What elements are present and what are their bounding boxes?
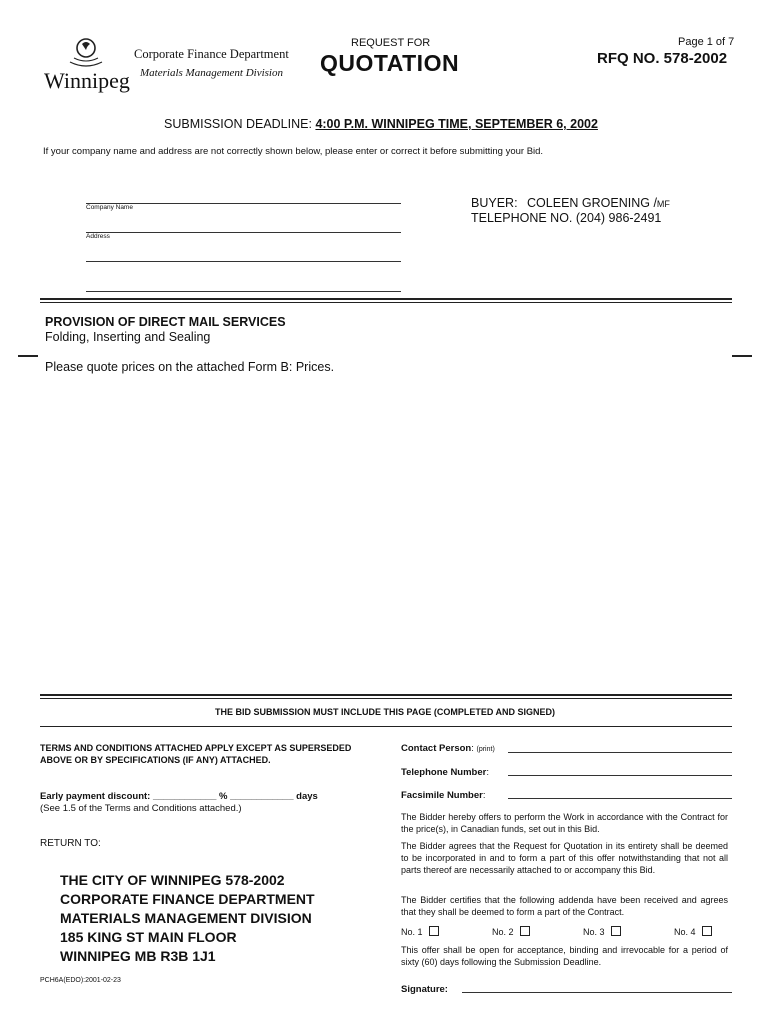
address-field-3[interactable]	[86, 291, 401, 292]
city-logo	[40, 34, 128, 96]
rfq-number: RFQ NO. 578-2002	[597, 50, 728, 67]
fax-field[interactable]	[508, 798, 732, 799]
divider-top-2	[40, 302, 732, 303]
intro-note: If your company name and address are not correctly shown below, please enter or correct it before submitting your Bid.	[43, 146, 544, 157]
deadline-label: SUBMISSION DEADLINE:	[164, 117, 312, 131]
divider-top-1	[40, 298, 732, 300]
address-field-1[interactable]	[86, 232, 401, 233]
contact-person-field[interactable]	[508, 752, 732, 753]
addendum-4-label: No. 4	[674, 927, 696, 937]
contact-print-hint: (print)	[476, 746, 495, 753]
addendum-3-label: No. 3	[583, 927, 605, 937]
address-line: THE CITY OF WINNIPEG 578-2002	[60, 872, 285, 888]
quotation-title: QUOTATION	[320, 50, 460, 76]
company-name-field[interactable]	[86, 203, 401, 204]
addendum-1-checkbox[interactable]	[429, 926, 439, 936]
addendum-4[interactable]	[674, 926, 712, 937]
company-name-label: Company Name	[86, 204, 133, 211]
contact-person: Contact Person: (print)	[401, 743, 495, 754]
address-field-2[interactable]	[86, 261, 401, 262]
addendum-2-label: No. 2	[492, 927, 514, 937]
bid-banner: THE BID SUBMISSION MUST INCLUDE THIS PAGE (COMPLETED AND SIGNED)	[214, 707, 555, 717]
submission-deadline	[164, 117, 598, 131]
addendum-1-label: No. 1	[401, 927, 423, 937]
offer-paragraph: The Bidder hereby offers to perform the Work in accordance with the Contract for the price(s), in Canadian funds, set out in this Bid.	[401, 812, 728, 834]
service-title: PROVISION OF DIRECT MAIL SERVICES	[45, 315, 286, 329]
divider-bid-1	[40, 694, 732, 696]
addendum-3-checkbox[interactable]	[611, 926, 621, 936]
incorporation-paragraph: The Bidder agrees that the Request for Quotation in its entirety shall be deemed to be incorporated in and to form a part of this offer notwithstanding that not all parts thereof are necessarily attached to or accompany this Bid.	[401, 841, 728, 875]
signature-label: Signature:	[401, 984, 448, 995]
margin-tick-left	[18, 355, 38, 357]
address-line: WINNIPEG MB R3B 1J1	[60, 948, 216, 964]
divider-bid-3	[40, 726, 732, 727]
addendum-4-checkbox[interactable]	[702, 926, 712, 936]
page-number: Page 1 of 7	[678, 36, 735, 48]
return-to-label: RETURN TO:	[40, 838, 101, 849]
fax: Facsimile Number:	[401, 790, 486, 801]
buyer-name: COLEEN GROENING /mf	[527, 196, 670, 210]
address-line: 185 KING ST MAIN FLOOR	[60, 929, 237, 945]
addendum-1[interactable]	[401, 926, 439, 937]
telephone-label: Telephone Number	[401, 767, 487, 778]
logo-wordmark: Winnipeg	[44, 68, 130, 93]
telephone-field[interactable]	[508, 775, 732, 776]
division-name: Materials Management Division	[140, 67, 283, 79]
return-address	[60, 871, 315, 966]
form-code: PCH6A(EDO):2001-02-23	[40, 977, 121, 984]
early-payment-discount: Early payment discount: ____________ % ____________ days	[40, 791, 318, 802]
deadline-value: 4:00 P.M. WINNIPEG TIME, SEPTEMBER 6, 2002	[315, 117, 598, 131]
telephone: Telephone Number:	[401, 767, 489, 778]
addenda-paragraph: The Bidder certifies that the following addenda have been received and agrees that they shall be deemed to form a part of the Contract.	[401, 895, 728, 917]
address-line: MATERIALS MANAGEMENT DIVISION	[60, 910, 312, 926]
addendum-2-checkbox[interactable]	[520, 926, 530, 936]
buyer-phone: TELEPHONE NO. (204) 986-2491	[471, 211, 662, 225]
buyer-info	[471, 196, 670, 210]
department-name: Corporate Finance Department	[134, 47, 289, 61]
early-payment-note: (See 1.5 of the Terms and Conditions attached.)	[40, 803, 242, 814]
buyer-label: BUYER:	[471, 196, 518, 210]
margin-tick-right	[732, 355, 752, 357]
address-line: CORPORATE FINANCE DEPARTMENT	[60, 891, 315, 907]
terms-text: TERMS AND CONDITIONS ATTACHED APPLY EXCEPT AS SUPERSEDED ABOVE OR BY SPECIFICATIONS (IF ANY) ATTACHED.	[40, 743, 352, 765]
divider-bid-2	[40, 698, 732, 699]
addendum-2[interactable]	[492, 926, 530, 937]
service-subtitle: Folding, Inserting and Sealing	[45, 330, 211, 344]
contact-person-label: Contact Person	[401, 743, 472, 754]
address-label: Address	[86, 233, 110, 240]
acceptance-paragraph: This offer shall be open for acceptance, binding and irrevocable for a period of sixty (60) days following the Submission Deadline.	[401, 945, 728, 967]
addendum-3[interactable]	[583, 926, 621, 937]
pricing-instruction: Please quote prices on the attached Form B: Prices.	[45, 360, 335, 374]
signature-field[interactable]	[462, 992, 732, 993]
request-for-label: REQUEST FOR	[351, 37, 431, 49]
fax-label: Facsimile Number	[401, 790, 483, 801]
